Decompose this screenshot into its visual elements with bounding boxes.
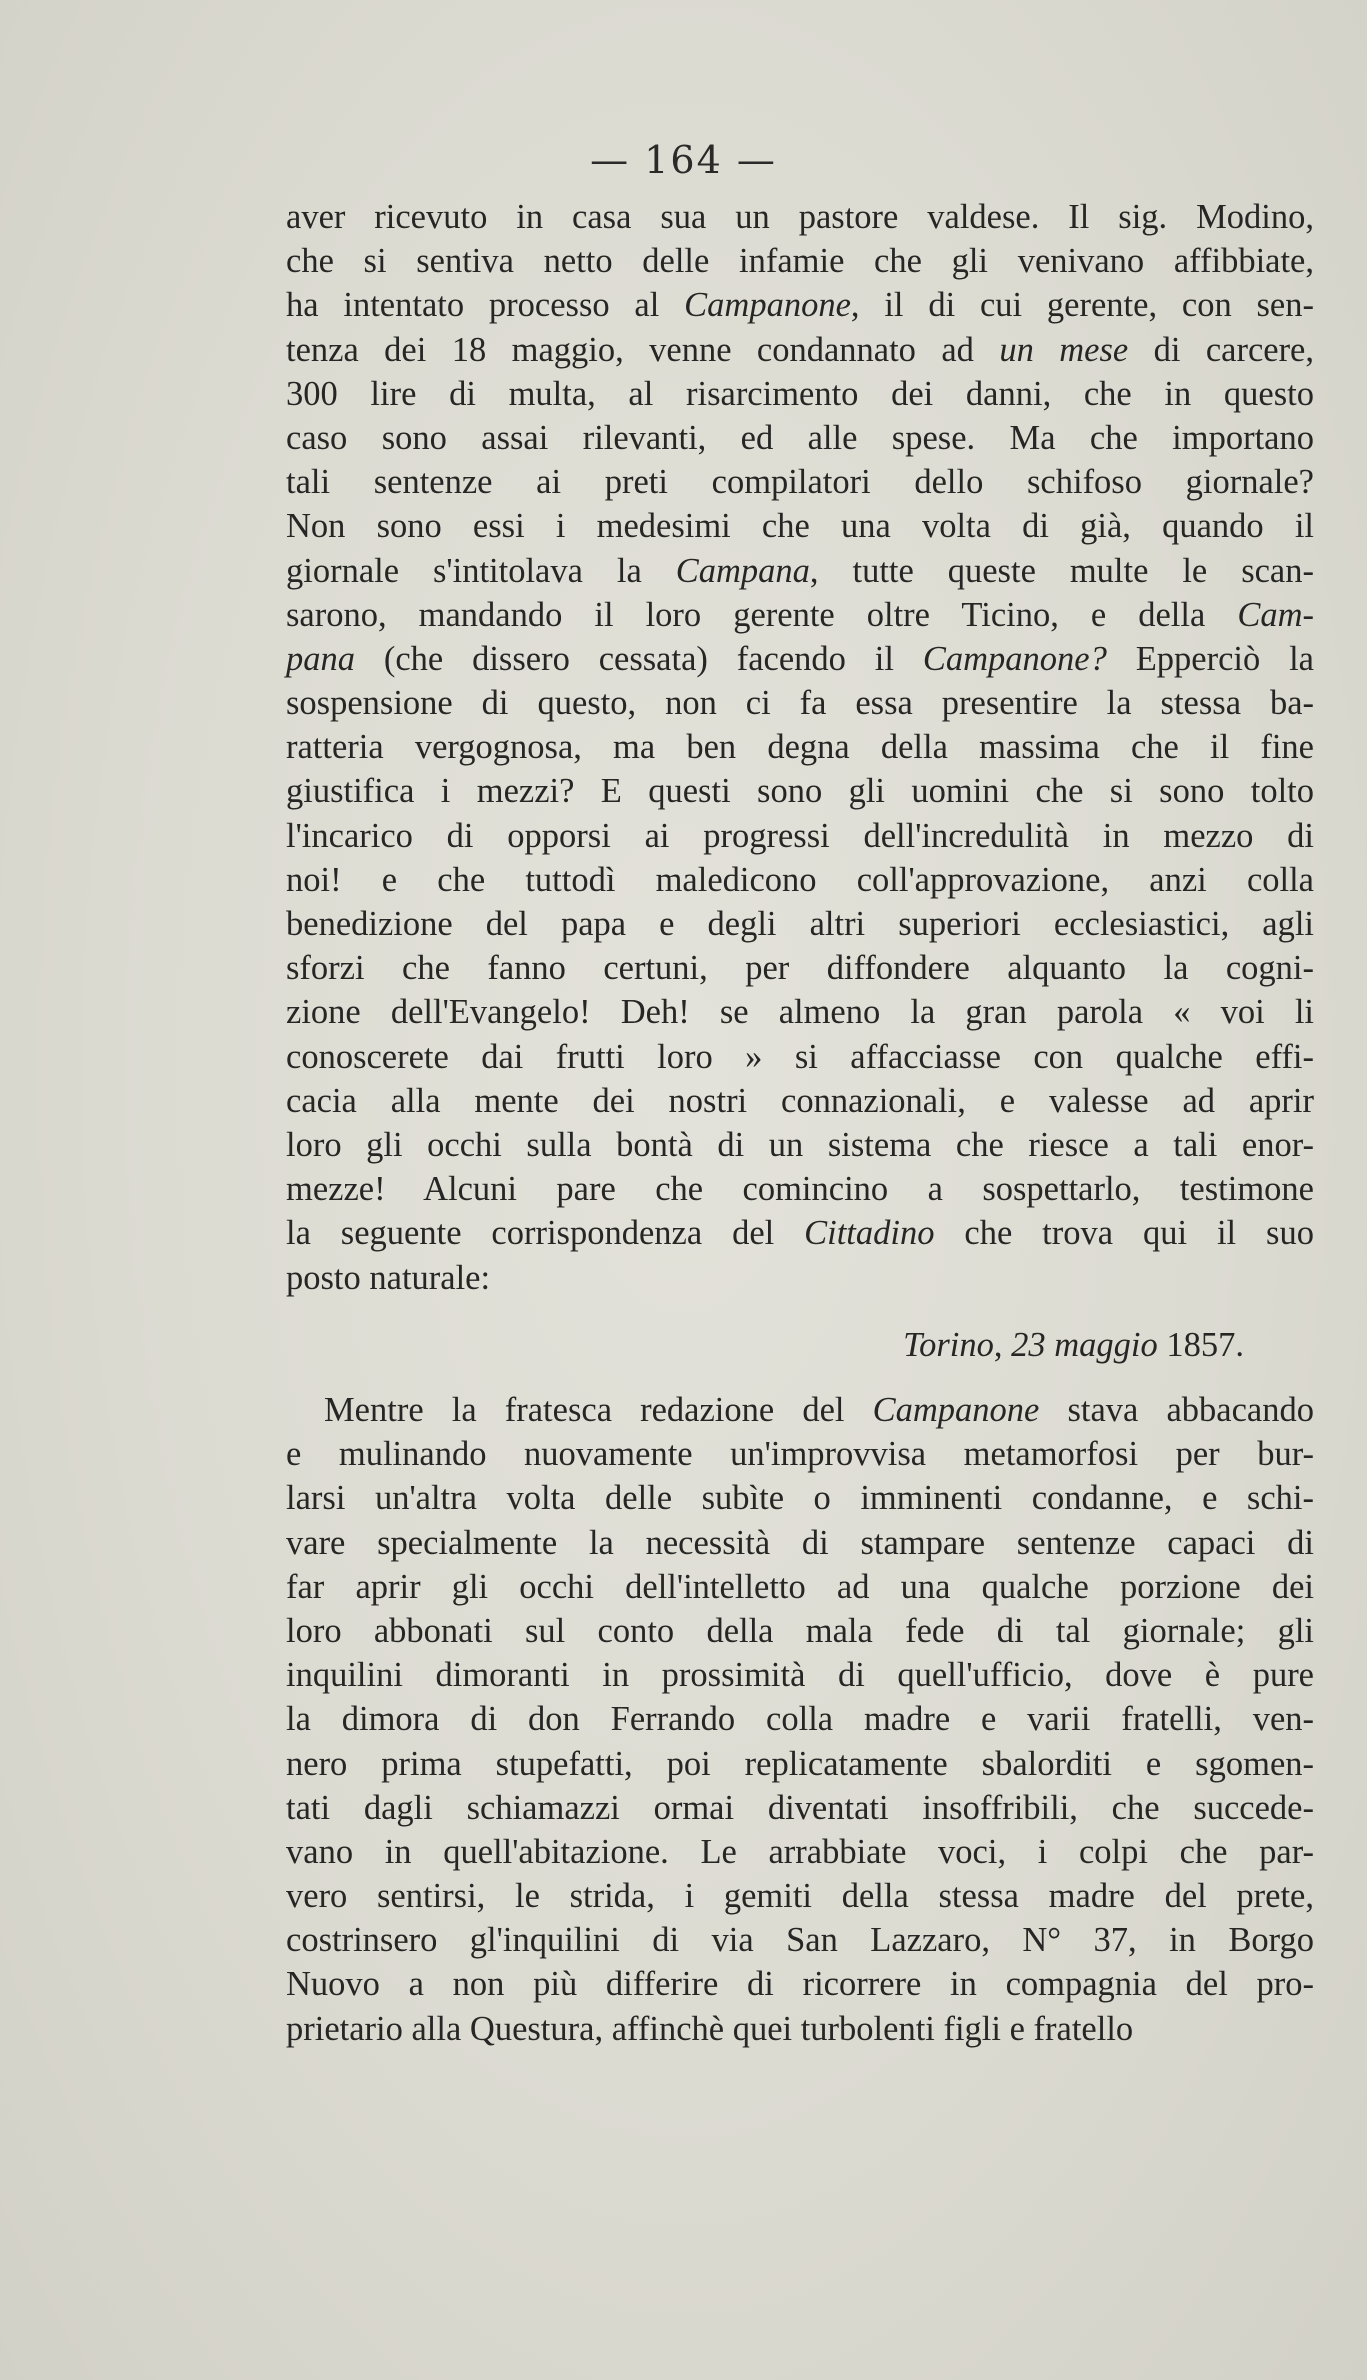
- dateline-year: 1857.: [1166, 1326, 1244, 1364]
- text-line: cacia alla mente dei nostri connazionali, e valesse ad aprir: [286, 1081, 1314, 1120]
- text-line: Nuovo a non più differire di ricorrere in compagnia del pro-: [286, 1965, 1314, 2004]
- dateline-place: Torino: [903, 1326, 994, 1364]
- italic-text: un mese: [999, 330, 1129, 369]
- text-line: giustifica i mezzi? E questi sono gli uomini che si sono tolto: [286, 772, 1314, 811]
- text-line: zione dell'Evangelo! Deh! se almeno la gran parola « voi li: [286, 993, 1314, 1032]
- text-line: noi! e che tuttodì maledicono coll'approvazione, anzi colla: [286, 860, 1314, 899]
- text-line: aver ricevuto in casa sua un pastore valdese. Il sig. Modino,: [286, 198, 1314, 236]
- text-line: mezze! Alcuni pare che comincino a sospettarlo, testimone: [286, 1170, 1314, 1209]
- dateline: Torino, 23 maggio 1857.: [903, 1326, 1244, 1364]
- text-line: pana (che dissero cessata) facendo il Campanone? Epperciò la: [286, 639, 1314, 678]
- text-line: giornale s'intitolava la Campana, tutte queste multe le scan-: [286, 551, 1314, 590]
- text-line: tali sentenze ai preti compilatori dello schifoso giornale?: [286, 463, 1314, 502]
- dateline-date: 23 maggio: [1011, 1326, 1158, 1364]
- italic-text: Campanone?: [922, 639, 1107, 678]
- text-line: vero sentirsi, le strida, i gemiti della stessa madre del prete,: [286, 1877, 1314, 1916]
- text-line: benedizione del papa e degli altri superiori ecclesiastici, agli: [286, 905, 1314, 943]
- text-line: costrinsero gl'inquilini di via San Lazzaro, N° 37, in Borgo: [286, 1921, 1314, 1960]
- italic-text: Cittadino: [804, 1214, 935, 1253]
- text-line: la seguente corrispondenza del Cittadino che trova qui il suo: [286, 1214, 1314, 1253]
- text-line: prietario alla Questura, affinchè quei turbolenti figli e fratello: [286, 2009, 1134, 2048]
- text-line: sarono, mandando il loro gerente oltre Ticino, e della Cam-: [286, 595, 1314, 634]
- italic-text: pana: [286, 639, 355, 678]
- text-line: tenza dei 18 maggio, venne condannato ad un mese di carcere,: [286, 330, 1314, 369]
- text-line: larsi un'altra volta delle subìte o imminenti condanne, e schi-: [286, 1479, 1314, 1518]
- text-line: vare specialmente la necessità di stampare sentenze capaci di: [286, 1523, 1314, 1562]
- text-line: 300 lire di multa, al risarcimento dei danni, che in questo: [286, 374, 1314, 413]
- text-line: tati dagli schiamazzi ormai diventati insoffribili, che succede-: [286, 1788, 1314, 1827]
- text-line: posto naturale:: [286, 1258, 491, 1297]
- text-line: la dimora di don Ferrando colla madre e varii fratelli, ven-: [286, 1700, 1314, 1739]
- paragraph-1: [286, 195, 1314, 1300]
- text-line: conoscerete dai frutti loro » si affacciasse con qualche effi-: [286, 1037, 1314, 1076]
- italic-text: Campana: [675, 551, 810, 590]
- text-line: caso sono assai rilevanti, ed alle spese. Ma che importano: [286, 418, 1314, 457]
- text-line: sospensione di questo, non ci fa essa presentire la stessa ba-: [286, 684, 1314, 723]
- text-line: nero prima stupefatti, poi replicatamente sbalorditi e sgomen-: [286, 1744, 1314, 1783]
- italic-text: Cam-: [1237, 595, 1314, 634]
- text-line: e mulinando nuovamente un'improvvisa metamorfosi per bur-: [286, 1435, 1314, 1474]
- italic-text: Campanone: [872, 1391, 1040, 1429]
- text-line: inquilini dimoranti in prossimità di quell'ufficio, dove è pure: [286, 1656, 1314, 1695]
- text-line: Non sono essi i medesimi che una volta di già, quando il: [286, 507, 1314, 546]
- text-line: loro gli occhi sulla bontà di un sistema che riesce a tali enor-: [286, 1125, 1314, 1164]
- italic-text: Campanone: [684, 286, 851, 325]
- text-line: vano in quell'abitazione. Le arrabbiate voci, i colpi che par-: [286, 1832, 1314, 1871]
- text-line: far aprir gli occhi dell'intelletto ad una qualche porzione dei: [286, 1567, 1314, 1606]
- text-line: loro abbonati sul conto della mala fede di tal giornale; gli: [286, 1611, 1314, 1650]
- paragraph-2: [286, 1388, 1314, 2051]
- text-line: sforzi che fanno certuni, per diffondere alquanto la cogni-: [286, 949, 1314, 988]
- page-number: — 164 —: [590, 138, 777, 182]
- text-line: ratteria vergognosa, ma ben degna della massima che il fine: [286, 728, 1314, 767]
- text-line: che si sentiva netto delle infamie che gli venivano affibbiate,: [286, 242, 1314, 281]
- text-line: ha intentato processo al Campanone, il di cui gerente, con sen-: [286, 286, 1314, 325]
- text-line: Mentre la fratesca redazione del Campanone stava abbacando: [324, 1391, 1314, 1429]
- text-line: l'incarico di opporsi ai progressi dell'incredulità in mezzo di: [286, 816, 1314, 855]
